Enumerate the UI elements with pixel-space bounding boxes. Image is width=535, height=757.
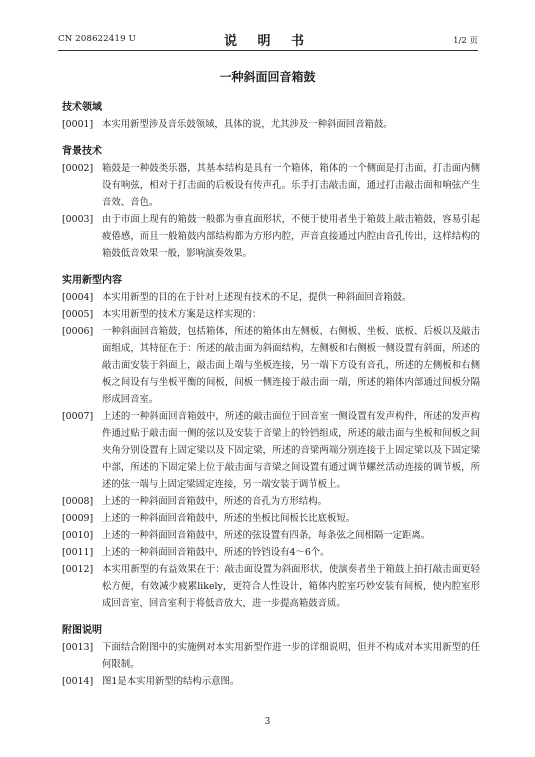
section-heading: 实用新型内容 <box>62 275 122 286</box>
section-heading: 技术领域 <box>62 102 102 113</box>
paragraph-text: 下面结合附图中的实施例对本实用新型作进一步的详细说明，但并不构成对本实用新型的任何限制。 <box>102 642 480 670</box>
paragraph-text: 本实用新型的目的在于针对上述现有技术的不足，提供一种斜面回音箱鼓。 <box>102 292 412 303</box>
paragraph-text: 本实用新型涉及音乐鼓领域，具体的说，尤其涉及一种斜面回音箱鼓。 <box>102 119 393 130</box>
paragraph-number: [0001] <box>62 119 94 130</box>
page-number: 3 <box>264 717 271 727</box>
paragraph <box>62 561 480 612</box>
paragraph-text: 图1是本实用新型的结构示意图。 <box>102 676 240 687</box>
paragraph-text: 上述的一种斜面回音箱鼓中，所述的弦设置有四条，每条弦之间相隔一定距离。 <box>102 530 431 541</box>
paragraph <box>62 408 480 493</box>
paragraph-number: [0013] <box>62 642 94 653</box>
paragraph-text: 上述的一种斜面回音箱鼓中，所述的音孔为方形结构。 <box>102 496 328 507</box>
paragraph-number: [0006] <box>62 326 94 337</box>
paragraph-text: 由于市面上现有的箱鼓一般都为垂直面形状，不便于使用者坐于箱鼓上敲击箱鼓，容易引起疲倦感，而且一般箱鼓内部结构都为方形内腔，声音直接通过内腔由音孔传出，这样结构的箱鼓低音效果一般，影响演奏效果。 <box>102 214 480 259</box>
paragraph <box>62 510 480 527</box>
paragraph-number: [0007] <box>62 411 94 422</box>
paragraph <box>62 639 480 673</box>
paragraph <box>62 306 480 323</box>
paragraph-number: [0009] <box>62 513 94 524</box>
publication-number: CN 208622419 U <box>58 34 136 44</box>
page-info: 1/2 页 <box>453 36 478 46</box>
paragraph-text: 上述的一种斜面回音箱鼓中，所述的坐板比间板长比底板短。 <box>102 513 356 524</box>
paragraph <box>62 673 480 690</box>
document-type: 说 明 书 <box>223 34 313 49</box>
paragraph <box>62 160 480 211</box>
paragraph-number: [0012] <box>62 564 94 575</box>
paragraph-text: 本实用新型的有益效果在于：敲击面设置为斜面形状，使演奏者坐于箱鼓上拍打敲击面更轻松方便，有效减少疲累likely，更符合人性设计，箱体内腔室巧妙安装有间板，使内腔室形成回音室，回音室利于将低音放大，进一步提高箱鼓音质。 <box>102 564 480 609</box>
header-divider <box>58 50 478 51</box>
section-heading: 附图说明 <box>62 625 102 636</box>
paragraph-text: 上述的一种斜面回音箱鼓中，所述的敲击面位于回音室一侧设置有发声构件，所述的发声构件通过贴于敲击面一侧的弦以及安装于音梁上的铃铛组成，所述的敲击面与坐板和间板之间夹角分别设置有上固定梁以及下固定梁，所述的音梁两端分别连接于上固定梁以及下固定梁中部，所述的下固定梁上位于敲击面与音梁之间设置有通过调节螺丝活动连接的调节板，所述的弦一端与上固定梁固定连接，另一端安装于调节板上。 <box>102 411 480 490</box>
page-header <box>58 32 478 48</box>
document-body <box>62 100 480 690</box>
paragraph <box>62 544 480 561</box>
paragraph-text: 本实用新型的技术方案是这样实现的： <box>102 309 262 320</box>
paragraph-text: 上述的一种斜面回音箱鼓中，所述的铃铛设有4～6个。 <box>102 547 330 558</box>
paragraph <box>62 116 480 133</box>
paragraph-number: [0008] <box>62 496 94 507</box>
paragraph-number: [0014] <box>62 676 94 687</box>
paragraph-number: [0004] <box>62 292 94 303</box>
paragraph <box>62 527 480 544</box>
paragraph <box>62 493 480 510</box>
section-heading: 背景技术 <box>62 146 102 157</box>
paragraph <box>62 323 480 408</box>
paragraph-number: [0002] <box>62 163 94 174</box>
paragraph-number: [0011] <box>62 547 94 558</box>
paragraph-text: 一种斜面回音箱鼓，包括箱体，所述的箱体由左侧板、右侧板、坐板、底板、后板以及敲击面组成，其特征在于：所述的敲击面为斜面结构，左侧板和右侧板一侧设置有斜面，所述的敲击面安装于斜面上，敲击面上端与坐板连接，另一端下方设有音孔，所述的左侧板和右侧板之间设有与坐板平衡的间板，间板一侧连接于敲击面一端，所述的箱体内部通过间板分隔形成回音室。 <box>102 326 480 405</box>
paragraph-number: [0003] <box>62 214 94 225</box>
paragraph-text: 箱鼓是一种鼓类乐器，其基本结构是具有一个箱体，箱体的一个侧面是打击面，打击面内侧设有响弦，相对于打击面的后板设有传声孔。乐手打击敲击面，通过打击敲击面和响弦产生音效、音色。 <box>102 163 480 208</box>
paragraph <box>62 211 480 262</box>
paragraph-number: [0005] <box>62 309 94 320</box>
document-title: 一种斜面回音箱鼓 <box>219 70 316 84</box>
paragraph-number: [0010] <box>62 530 94 541</box>
paragraph <box>62 289 480 306</box>
